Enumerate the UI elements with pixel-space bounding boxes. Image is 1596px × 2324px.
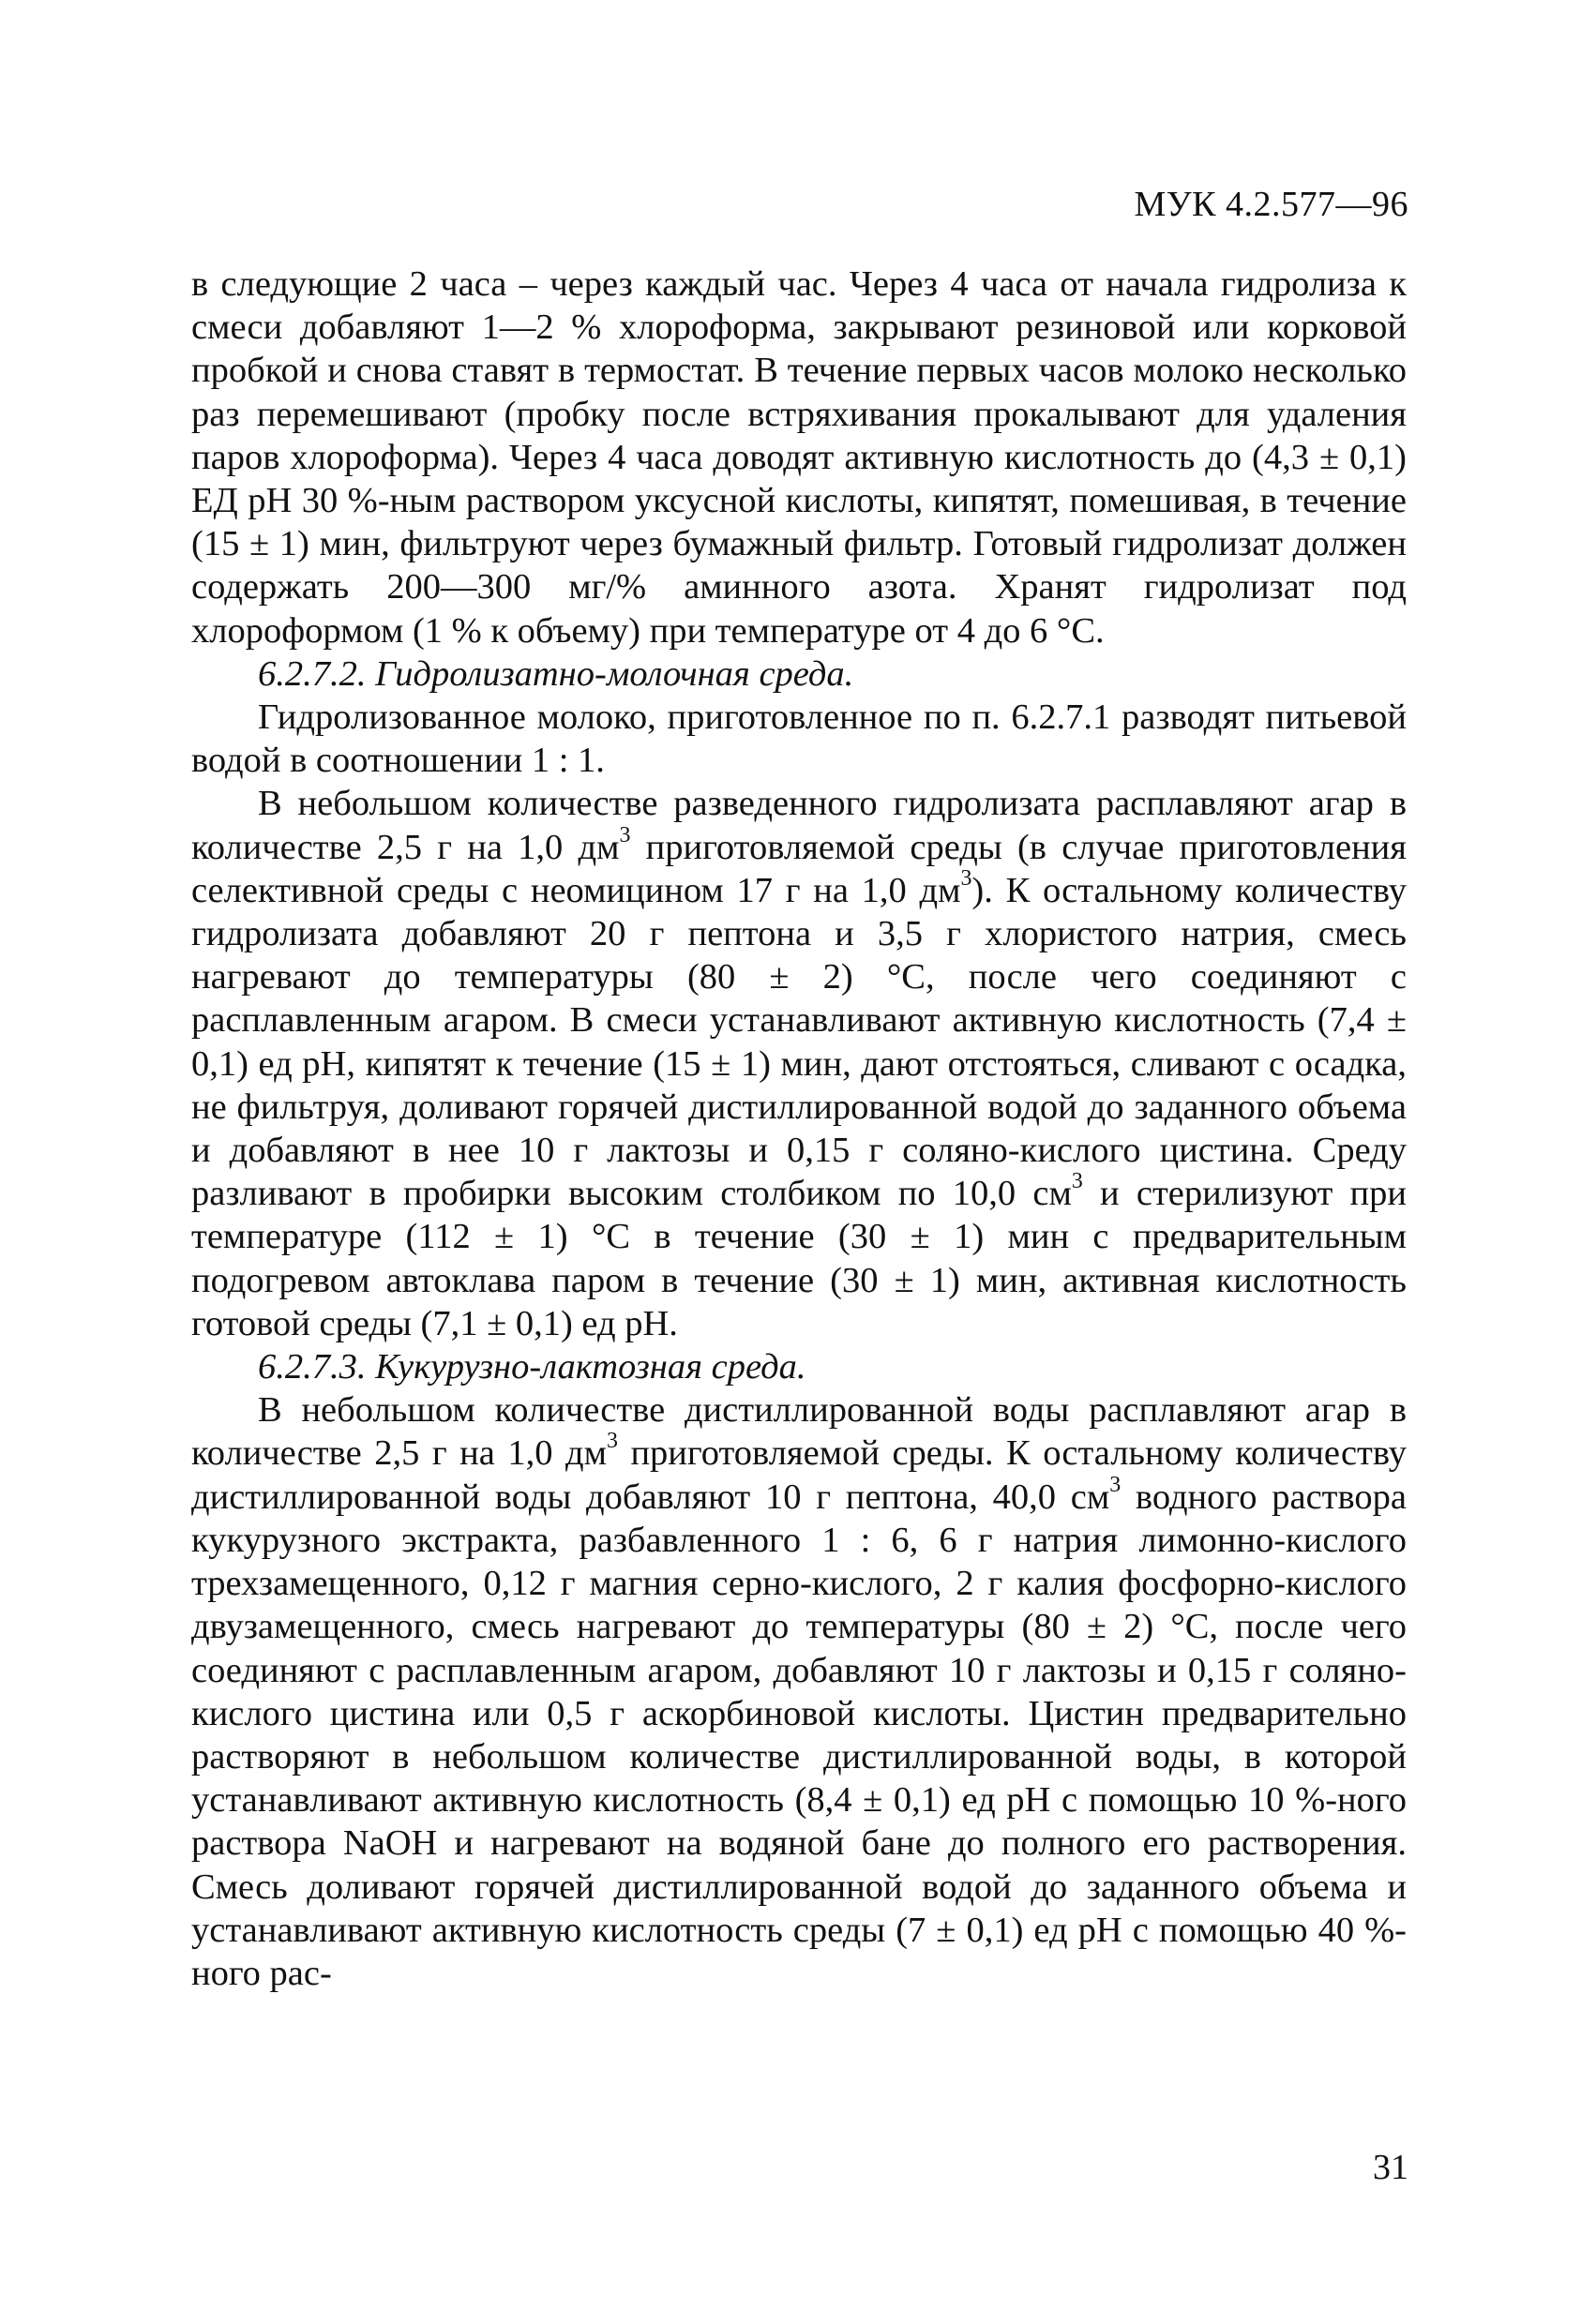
paragraph-corn-lactose-medium (191, 1388, 1407, 1995)
section-heading-6-2-7-2: 6.2.7.2. Гидролизатно-молочная среда. (258, 653, 854, 694)
paragraph-continuation: в следующие 2 часа – через каждый час. Через 4 часа от начала гидролиза к смеси добавляют 1—2 % хлороформа, закрывают резиновой или корковой пробкой и снова ставят в термостат. В течение первых часов молоко несколько раз перемешивают (пробку после встряхивания прокалывают для удаления паров хлороформа). Через 4 часа доводят активную кислотность до (4,3 ± 0,1) ЕД рН 30 %-ным раствором уксусной кислоты, кипятят, помешивая, в течение (15 ± 1) мин, фильтруют через бумажный фильтр. Готовый гидролизат должен содержать 200—300 мг/% аминного азота. Хранят гидролизат под хлороформом (1 % к объему) при температуре от 4 до 6 °С. (191, 264, 1407, 651)
text-run: приготовляемой среды. К остальному количеству дистиллированной воды добавляют 10 г пептона, 40,0 см (191, 1433, 1407, 1517)
page-number: 31 (1373, 2148, 1408, 2187)
superscript: 3 (606, 1429, 618, 1454)
text-run: и стерилизуют при температуре (112 ± 1) °С в течение (30 ± 1) мин с предварительным подогревом автоклава паром в течение (30 ± 1) мин, активная кислотность готовой среды (7,1 ± 0,1) ед рН. (191, 1174, 1407, 1343)
document-code-header: МУК 4.2.577—96 (1134, 185, 1408, 224)
superscript: 3 (960, 865, 972, 891)
paragraph-hydrolysate-milk-medium (191, 782, 1407, 1345)
text-run: ). К остальному количеству гидролизата добавляют 20 г пептона и 3,5 г хлористого натрия, смесь нагревают до температуры (80 ± 2) °С, после чего соединяют с расплавленным агаром. В смеси устанавливают активную кислотность (7,4 ± 0,1) ед рН, кипятят к течение (15 ± 1) мин, дают отстояться, сливают с осадка, не фильтруя, доливают горячей дистиллированной водой до заданного объема и добавляют в нее 10 г лактозы и 0,15 г соляно-кислого цистина. Среду разливают в пробирки высоким столбиком по 10,0 см (191, 870, 1407, 1214)
text-run: водного раствора кукурузного экстракта, разбавленного 1 : 6, 6 г натрия лимонно-кислого трехзамещенного, 0,12 г магния серно-кислого, 2 г калия фосфорно-кислого двузамещенного, смесь нагревают до температуры (80 ± 2) °С, после чего соединяют с расплавленным агаром, добавляют 10 г лактозы и 0,15 г соляно-кислого цистина или 0,5 г аскорбиновой кислоты. Цистин предварительно растворяют в небольшом количестве дистиллированной воды, в которой устанавливают активную кислотность (8,4 ± 0,1) ед рН с помощью 10 %-ного раствора NaOH и нагревают на водяной бане до полного его растворения. Смесь доливают горячей дистиллированной водой до заданного объема и устанавливают активную кислотность среды (7 ± 0,1) ед рН с помощью 40 %-ного рас- (191, 1477, 1407, 1993)
superscript: 3 (1071, 1169, 1083, 1194)
document-body (191, 262, 1407, 1995)
section-heading-6-2-7-3: 6.2.7.3. Кукурузно-лактозная среда. (258, 1347, 806, 1387)
text-run: В небольшом количестве разведенного гидролизата расплавляют агар в количестве 2,5 г на 1,0 дм (191, 784, 1407, 867)
paragraph-dilution: Гидролизованное молоко, приготовленное по п. 6.2.7.1 разводят питьевой водой в соотношении 1 : 1. (191, 697, 1407, 781)
superscript: 3 (619, 822, 631, 847)
superscript: 3 (1109, 1472, 1122, 1497)
text-run: приготовляемой среды (в случае приготовления селективной среды с неомицином 17 г на 1,0 дм (191, 827, 1407, 910)
text-run: В небольшом количестве дистиллированной воды расплавляют агар в количестве 2,5 г на 1,0 дм (191, 1390, 1407, 1474)
